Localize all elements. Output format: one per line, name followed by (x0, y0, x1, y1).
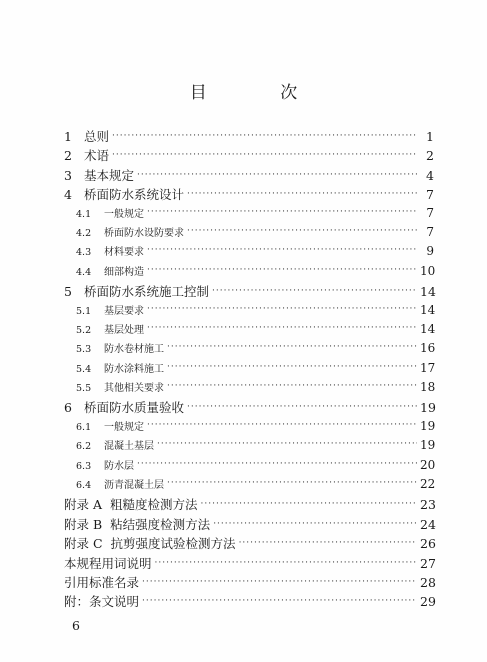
toc-entry-page: 28 (420, 574, 436, 590)
toc-entry-page: 18 (420, 380, 436, 395)
toc-entry-label: 桥面防水设防要求 (104, 227, 184, 239)
toc-entry-number: 6.2 (76, 441, 92, 453)
toc-entry (64, 457, 434, 476)
toc-entry (64, 398, 434, 417)
dot-leader (167, 342, 417, 352)
toc-entry (64, 243, 434, 262)
toc-entry-number: 6.3 (76, 460, 92, 472)
toc-entry-label: 基层要求 (104, 305, 144, 317)
toc-entry-number: 附录 B (64, 516, 103, 532)
toc-entry-number: 5.1 (76, 305, 92, 317)
dot-leader (147, 304, 417, 314)
dot-leader (213, 516, 417, 529)
toc-entry-label: 附：条文说明 (64, 594, 140, 610)
dot-leader (201, 497, 417, 510)
toc-entry (64, 127, 434, 146)
toc-entry-page: 19 (420, 438, 436, 453)
toc-entry-page: 7 (426, 224, 434, 239)
dot-leader (142, 594, 417, 607)
toc-entry-label: 桥面防水系统设计 (84, 187, 185, 203)
toc-entry (64, 263, 434, 282)
page-title: 目 次 (189, 83, 332, 103)
toc-entry-label: 材料要求 (104, 247, 144, 259)
toc-entry-label: 基本规定 (84, 167, 135, 183)
dot-leader (112, 129, 417, 142)
dot-leader (137, 167, 417, 180)
toc-entry (64, 476, 434, 495)
toc-entry-page: 29 (420, 594, 436, 610)
toc-entry-label: 抗剪强度试验检测方法 (110, 536, 236, 552)
toc-entry-number: 6.4 (76, 480, 92, 492)
dot-leader (155, 555, 417, 568)
toc-entry-label: 粗糙度检测方法 (110, 497, 198, 513)
toc-entry-number: 1 (64, 129, 72, 144)
toc-entry (64, 224, 434, 243)
toc-entry-label: 其他相关要求 (104, 383, 164, 395)
toc-entry-label: 桥面防水质量验收 (84, 400, 185, 416)
dot-leader (239, 536, 417, 549)
dot-leader (167, 381, 417, 391)
dot-leader (212, 284, 417, 297)
toc-entry-page: 9 (426, 244, 434, 259)
toc-entry-number: 5 (64, 284, 72, 300)
dot-leader (112, 148, 417, 161)
dot-leader (167, 478, 417, 488)
toc-entry-number: 4 (64, 187, 72, 203)
toc-entry-label: 引用标准名录 (64, 574, 140, 590)
toc-entry-page: 27 (420, 555, 436, 571)
toc-entry (64, 185, 434, 204)
toc-entry-label: 混凝土基层 (104, 441, 154, 453)
toc-entry-label: 桥面防水系统施工控制 (84, 284, 210, 300)
toc-entry-page: 16 (420, 341, 436, 356)
toc-entry-label: 细部构造 (104, 266, 144, 278)
dot-leader (147, 207, 417, 217)
toc-entry-label: 沥青混凝土层 (104, 480, 164, 492)
dot-leader (147, 265, 417, 275)
toc-entry-page: 14 (420, 284, 436, 300)
toc-entry-number: 4.4 (76, 266, 92, 278)
table-of-contents (64, 127, 434, 612)
toc-entry-page: 22 (420, 477, 436, 492)
toc-entry (64, 592, 434, 611)
toc-entry-label: 总则 (84, 129, 110, 144)
toc-entry (64, 573, 434, 592)
toc-entry-page: 19 (420, 418, 436, 433)
toc-entry (64, 321, 434, 340)
toc-entry-number: 4.1 (76, 208, 92, 220)
toc-entry-number: 4.2 (76, 227, 92, 239)
toc-entry (64, 146, 434, 165)
toc-entry-page: 7 (426, 205, 434, 220)
toc-entry-page: 26 (420, 536, 436, 552)
dot-leader (187, 226, 417, 236)
toc-entry-page: 17 (420, 360, 436, 375)
toc-entry-label: 粘结强度检测方法 (110, 516, 211, 532)
toc-entry (64, 418, 434, 437)
dot-leader (187, 400, 417, 413)
toc-entry-number: 附录 A (64, 497, 103, 513)
toc-entry (64, 282, 434, 301)
toc-entry-page: 20 (420, 457, 436, 472)
dot-leader (147, 245, 417, 255)
toc-entry-number: 6.1 (76, 421, 92, 433)
toc-entry (64, 437, 434, 456)
toc-entry (64, 166, 434, 185)
dot-leader (137, 459, 417, 469)
toc-entry-page: 7 (426, 187, 434, 203)
toc-entry (64, 534, 434, 553)
toc-entry (64, 302, 434, 321)
toc-entry-label: 防水涂料施工 (104, 363, 164, 375)
dot-leader (147, 323, 417, 333)
toc-entry-number: 5.3 (76, 344, 92, 356)
toc-entry-number: 6 (64, 400, 72, 416)
toc-entry-label: 本规程用词说明 (64, 555, 152, 571)
dot-leader (157, 439, 417, 449)
dot-leader (147, 420, 417, 430)
toc-entry-number: 2 (64, 148, 72, 164)
toc-entry-number: 5.5 (76, 383, 92, 395)
toc-entry-label: 一般规定 (104, 421, 144, 433)
toc-entry-number: 4.3 (76, 247, 92, 259)
toc-entry-page: 4 (426, 167, 434, 183)
dot-leader (187, 187, 417, 200)
toc-entry-label: 防水层 (104, 460, 134, 472)
toc-entry-page: 2 (426, 148, 434, 164)
toc-entry-page: 1 (426, 129, 434, 144)
toc-entry (64, 554, 434, 573)
toc-entry-page: 24 (420, 516, 436, 532)
toc-entry (64, 379, 434, 398)
toc-entry-page: 19 (420, 400, 436, 416)
toc-entry-page: 23 (420, 497, 436, 513)
toc-entry-label: 术语 (84, 148, 110, 164)
toc-entry-number: 5.2 (76, 324, 92, 336)
toc-entry-page: 14 (420, 321, 436, 336)
toc-entry (64, 340, 434, 359)
toc-entry-label: 基层处理 (104, 324, 144, 336)
toc-entry (64, 360, 434, 379)
toc-entry-page: 14 (420, 302, 436, 317)
page-number: 6 (72, 618, 80, 633)
dot-leader (167, 362, 417, 372)
toc-entry (64, 495, 434, 514)
toc-entry-label: 一般规定 (104, 208, 144, 220)
dot-leader (142, 574, 417, 587)
toc-entry (64, 515, 434, 534)
toc-entry-number: 3 (64, 167, 72, 183)
toc-entry-page: 10 (420, 263, 436, 278)
toc-entry (64, 205, 434, 224)
toc-entry-number: 附录 C (64, 536, 103, 552)
toc-entry-label: 防水卷材施工 (104, 344, 164, 356)
toc-entry-number: 5.4 (76, 363, 92, 375)
